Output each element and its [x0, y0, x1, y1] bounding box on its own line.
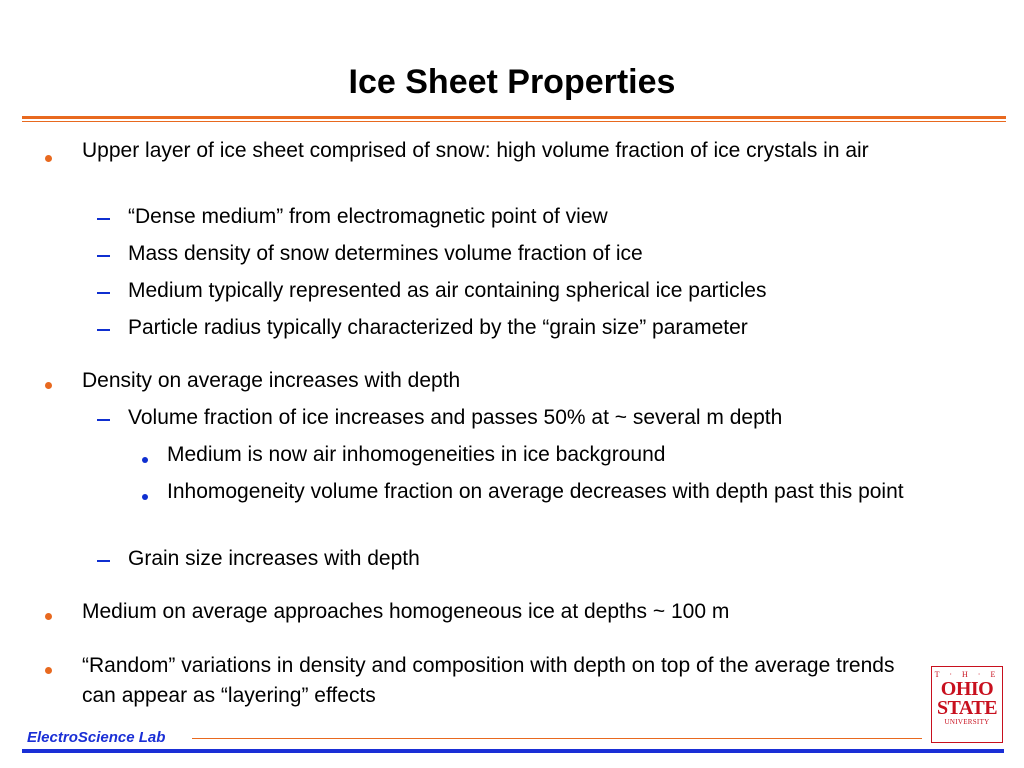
footer-rule-blue [22, 749, 1004, 753]
bullet-dash-icon [97, 419, 110, 421]
bullet-dash-icon [97, 560, 110, 562]
bullet-level3: Medium is now air inhomogeneities in ice background [167, 443, 666, 466]
bullet-dot-small-icon [142, 457, 148, 463]
bullet-dot-icon [45, 667, 52, 674]
bullet-dash-icon [97, 292, 110, 294]
bullet-level2: Medium typically represented as air containing spherical ice particles [128, 279, 767, 302]
bullet-level2: Volume fraction of ice increases and passes 50% at ~ several m depth [128, 406, 783, 429]
title-rule-thin [22, 121, 1006, 122]
bullet-level1: “Random” variations in density and composition with depth on top of the average trends can appear as “layering” effects [82, 654, 895, 707]
title-rule-thick [22, 116, 1006, 119]
bullet-dot-icon [45, 155, 52, 162]
bullet-level1: Medium on average approaches homogeneous ice at depths ~ 100 m [82, 600, 730, 623]
bullet-level2: Mass density of snow determines volume fraction of ice [128, 242, 643, 265]
bullet-level1: Density on average increases with depth [82, 369, 461, 392]
bullet-dot-small-icon [142, 494, 148, 500]
logo-the: T · H · E [934, 670, 1000, 679]
slide-title: Ice Sheet Properties [348, 63, 676, 101]
bullet-dash-icon [97, 329, 110, 331]
bullet-level2: Grain size increases with depth [128, 547, 420, 570]
bullet-dot-icon [45, 382, 52, 389]
logo-university: UNIVERSITY [944, 718, 990, 726]
footer-lab-name: ElectroScience Lab [27, 729, 166, 746]
bullet-dash-icon [97, 255, 110, 257]
bullet-level3: Inhomogeneity volume fraction on average decreases with depth past this point [167, 480, 904, 503]
bullet-level1: Upper layer of ice sheet comprised of snow: high volume fraction of ice crystals in air [82, 139, 869, 162]
bullet-dot-icon [45, 613, 52, 620]
logo-state: STATE [936, 697, 998, 719]
bullet-level2: Particle radius typically characterized by the “grain size” parameter [128, 316, 748, 339]
footer-rule-thin [192, 738, 922, 739]
logo-ohio: OHIO [940, 678, 994, 700]
ohio-state-logo [931, 666, 1003, 743]
bullet-level2: “Dense medium” from electromagnetic point of view [128, 205, 608, 228]
bullet-dash-icon [97, 218, 110, 220]
